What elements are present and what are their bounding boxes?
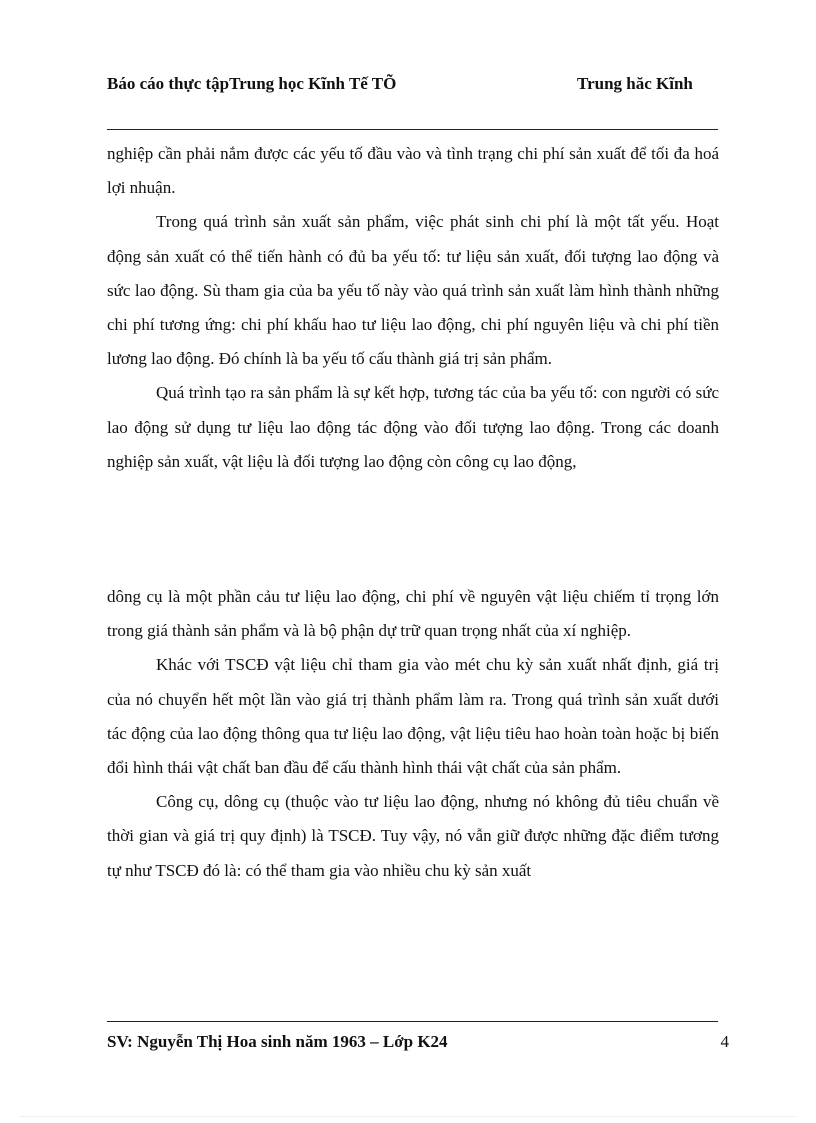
paragraph: Quá trình tạo ra sản phẩm là sự kết hợp, tương tác của ba yếu tố: con người có sức lao động sử dụng tư liệu lao động tác động vào đối tượng lao động. Trong các doanh nghiệp sản xuất, vật liệu là đối tượng lao động còn công cụ lao động, [107,383,719,471]
paragraph: Công cụ, dông cụ (thuộc vào tư liệu lao động, nhưng nó không đủ tiêu chuẩn về thời gian và giá trị quy định) là TSCĐ. Tuy vậy, nó vẫn giữ được những đặc điểm tương tự như TSCĐ đó là: có thể tham gia vào nhiều chu kỳ sản xuất [107,792,719,880]
footer-author: SV: Nguyễn Thị Hoa sinh năm 1963 – Lớp K24 [107,1032,448,1051]
paragraph-continued: nghiệp cần phải nắm được các yếu tố đầu vào và tình trạng chi phí sản xuất để tối đa hoá lợi nhuận. [107,144,719,198]
page-edge-line [20,1116,796,1117]
header-left-title: Báo cáo thực tậpTrung học Kĩnh Tế TÕ [107,74,397,93]
paragraph-continued: dông cụ là một phần cảu tư liệu lao động, chi phí về nguyên vật liệu chiếm tỉ trọng lớn trong giá thành sản phẩm và là bộ phận dự trữ quan trọng nhất của xí nghiệp. [107,587,719,641]
header-divider [107,129,718,130]
paragraph: Trong quá trình sản xuất sản phẩm, việc phát sinh chi phí là một tất yếu. Hoạt động sản xuất có thể tiến hành có đủ ba yếu tố: tư liệu sản xuất, đối tượng lao động và sức lao động. Sù tham gia của ba yếu tố này vào quá trình sản xuất làm hình thành những chi phí tương ứng: chi phí khấu hao tư liệu lao động, chi phí nguyên liệu và chi phí tiền lương lao động. Đó chính là ba yếu tố cấu thành giá trị sản phẩm. [107,212,719,369]
body-text-block-2 [107,580,719,888]
body-text-block-1 [107,137,719,479]
header-right-title: Trung hăc Kĩnh [577,74,693,93]
footer-divider [107,1021,718,1022]
paragraph: Khác với TSCĐ vật liệu chỉ tham gia vào mét chu kỳ sản xuất nhất định, giá trị của nó chuyển hết một lần vào giá trị thành phẩm làm ra. Trong quá trình sản xuất dưới tác động của lao động thông qua tư liệu lao động, vật liệu tiêu hao hoàn toàn hoặc bị biến đổi hình thái vật chất ban đầu để cấu thành hình thái vật chất của sản phẩm. [107,655,719,778]
page-number: 4 [720,1032,729,1051]
